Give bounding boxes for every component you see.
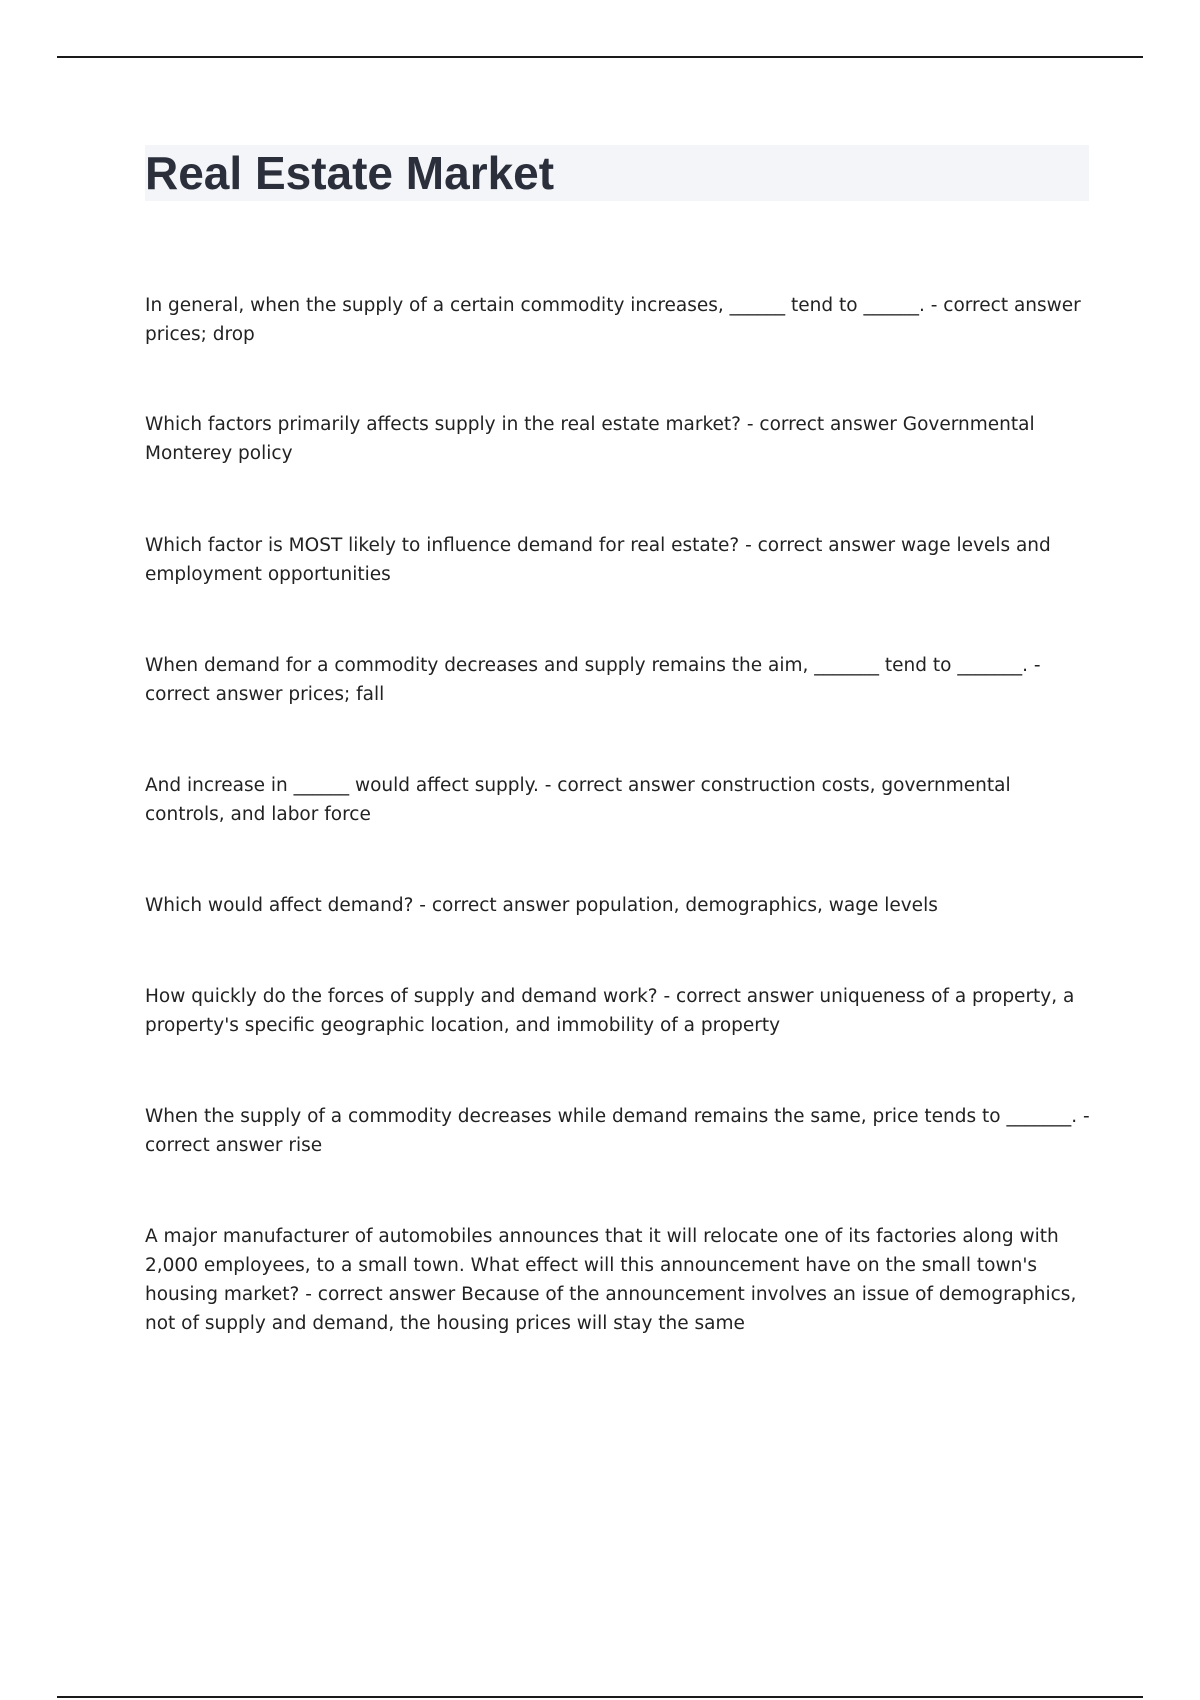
qa-entry: Which would affect demand? - correct answer population, demographics, wage levels: [145, 895, 938, 916]
qa-entry: In general, when the supply of a certain commodity increases, ______ tend to ______. - correct answer prices; drop: [145, 295, 1081, 345]
qa-entry: Which factor is MOST likely to influence demand for real estate? - correct answer wage levels and employment opportunities: [145, 535, 1051, 585]
page-title: Real Estate Market: [145, 147, 555, 199]
qa-entry: When the supply of a commodity decreases while demand remains the same, price tends to _______. - correct answer rise: [145, 1106, 1090, 1156]
qa-entry: And increase in ______ would affect supply. - correct answer construction costs, governmental controls, and labor force: [145, 775, 1011, 825]
qa-entry: A major manufacturer of automobiles announces that it will relocate one of its factories along with 2,000 employees, to a small town. What effect will this announcement have on the small town's housing market? - correct answer Because of the announcement involves an issue of demographics, not of supply and demand, the housing prices will stay the same: [145, 1226, 1077, 1334]
qa-entry: When demand for a commodity decreases and supply remains the aim, _______ tend to _______. - correct answer prices; fall: [145, 655, 1041, 705]
bottom-rule: [57, 1696, 1143, 1698]
qa-entry: How quickly do the forces of supply and demand work? - correct answer uniqueness of a property, a property's specific geographic location, and immobility of a property: [145, 986, 1075, 1036]
top-rule: [57, 56, 1143, 58]
qa-entry: Which factors primarily affects supply in the real estate market? - correct answer Governmental Monterey policy: [145, 414, 1035, 464]
